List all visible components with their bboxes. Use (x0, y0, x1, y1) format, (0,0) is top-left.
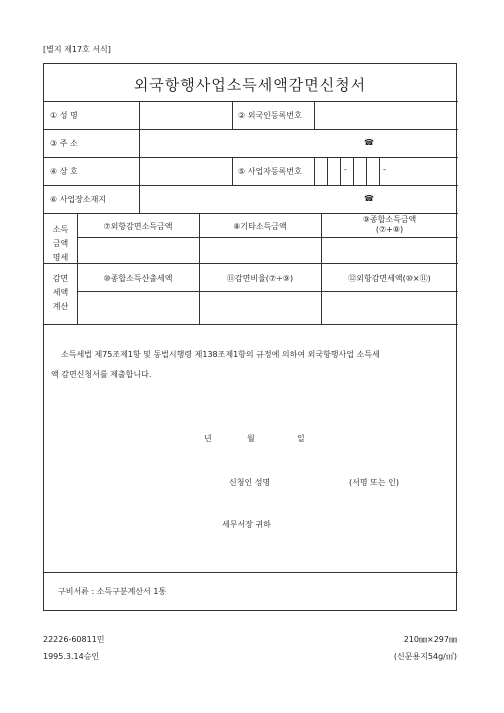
col-reduction-rate: ⑪감면비율(⑦÷⑨) (226, 274, 294, 283)
divider (44, 101, 458, 102)
phone-icon: ☎ (364, 138, 374, 147)
divider (379, 157, 380, 185)
side-label-line: 소득 (52, 225, 69, 234)
applicant-name-label: 신청인 성명 (229, 478, 271, 487)
divider (44, 129, 458, 130)
paper-type: (신문용지54g/㎡) (393, 652, 457, 661)
col-exempt-income: ⑦외항감면소득금액 (103, 222, 173, 231)
paper-size: 210㎜×297㎜ (403, 635, 457, 644)
divider (44, 185, 458, 186)
signature-label: (서명 또는 인) (349, 478, 399, 487)
application-form (43, 63, 457, 611)
divider (44, 157, 458, 158)
divider (77, 237, 458, 238)
reduction-section-label (44, 272, 77, 314)
approval-date: 1995.3.14승인 (43, 652, 100, 661)
col-other-income: ⑧기타소득금액 (233, 222, 287, 231)
col-total-income (321, 215, 458, 235)
statement-line: 액 감면신청서를 제출합니다. (51, 370, 152, 379)
divider (232, 157, 233, 185)
divider (232, 101, 233, 129)
registration-dash: - (344, 165, 347, 174)
divider (44, 263, 458, 264)
col-reduced-tax: ⑫외항감면세액(⑩×⑪) (348, 274, 431, 283)
divider (139, 101, 140, 213)
date-month: 월 (247, 434, 255, 443)
registration-dash: - (383, 165, 386, 174)
col-total-income-line: ⑨종합소득금액 (362, 215, 417, 224)
foreign-registration-label: ② 외국인등록번호 (238, 111, 302, 120)
form-title: 외국항행사업소득세액감면신청서 (133, 76, 367, 94)
divider (44, 324, 458, 325)
date-day: 일 (297, 434, 305, 443)
side-label-line: 감면 (52, 274, 69, 283)
divider (327, 157, 328, 185)
divider (44, 572, 458, 573)
side-label-line: 명세 (52, 253, 69, 262)
divider (366, 157, 367, 185)
side-label-line: 세액 (52, 288, 69, 297)
divider (353, 157, 354, 185)
side-label-line: 금액 (52, 239, 69, 248)
trade-name-label: ④ 상 호 (50, 167, 78, 176)
phone-icon: ☎ (364, 194, 374, 203)
date-year: 년 (204, 434, 212, 443)
form-annex-label: [별지 제17호 서식] (43, 45, 111, 54)
required-documents: 구비서류 : 소득구분계산서 1통 (58, 587, 167, 596)
col-calculated-tax: ⑩종합소득산출세액 (103, 274, 173, 283)
divider (44, 213, 458, 214)
tax-office-recipient: 세무서장 귀하 (222, 520, 271, 529)
divider (340, 157, 341, 185)
col-total-income-formula: (⑦+⑧) (375, 225, 404, 234)
side-label-line: 계산 (52, 302, 69, 311)
workplace-location-label: ⑥ 사업장소재지 (50, 195, 107, 204)
address-label: ③ 주 소 (50, 139, 78, 148)
divider (77, 291, 458, 292)
divider (314, 101, 315, 129)
statement-line: 소득세법 제75조제1항 및 동법시행령 제138조제1항의 규정에 의하여 외국항행사업 소득세 (61, 350, 380, 359)
business-registration-label: ⑤ 사업자등록번호 (238, 167, 302, 176)
income-section-label (44, 223, 77, 265)
form-code: 22226-60811민 (43, 635, 105, 644)
name-label: ① 성 명 (50, 111, 78, 120)
divider (314, 157, 315, 185)
